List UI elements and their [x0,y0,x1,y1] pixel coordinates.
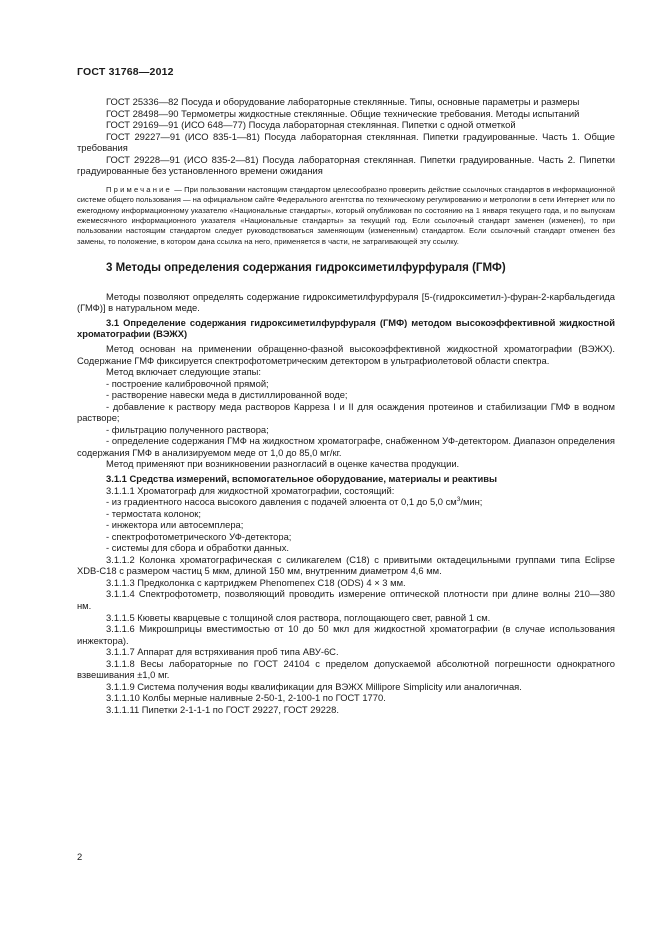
reference-gost-29227: ГОСТ 29227—91 (ИСО 835-1—81) Посуда лабораторная стеклянная. Пипетки градуированные. Часть 1. Общие требования [77,130,615,154]
document-body [77,96,615,716]
subsection-3-1-1-title: 3.1.1 Средства измерений, вспомогательное оборудование, материалы и реактивы [106,473,497,485]
stage-item: - добавление к раствору меда растворов Карреза I и II для осаждения протеинов и стабилизации ГМФ в водном растворе; [77,400,615,424]
chromatograph-component-text: - из градиентного насоса высокого давления с подачей элюента от 0,1 до 5,0 см [106,496,457,508]
stage-item: - фильтрацию полученного раствора; [106,423,269,435]
item-3-1-1-6: 3.1.1.6 Микрошприцы вместимостью от 10 до 50 мкл для жидкостной хроматографии (в случае использования инжектора). [77,623,615,646]
subsection-3-1-title: 3.1 Определение содержания гидроксиметилфурфураля (ГМФ) методом высокоэффективной жидкостной хроматографии (ВЭЖХ) [77,316,615,340]
method-description: Метод основан на применении обращенно-фазной высокоэффективной жидкостной хроматографии (ВЭЖХ). Содержание ГМФ фиксируется спектрофотометрическим детектором в ультрафиолетовой области спектра. [77,343,615,366]
note-text: — При пользовании настоящим стандартом целесообразно проверить действие ссылочных стандартов в информационной системе общего пользования — на официальном сайте Федерального агентства по техническому регулированию и метрологии в сети Интернет или по ежегодному информационному указателю «Национальные стандарты», который опубликован по состоянию на 1 января текущего года, и по выпускам ежемесячного информационного указателя «Национальные стандарты» за текущий год. Если ссылочный стандарт заменен (изменен), то при пользовании настоящим стандартом следует руководствоваться заменяющим (измененным) стандартом. Если ссылочный стандарт отменен без замены, то положение, в котором дана ссылка на него, применяется в части, не затрагивающей эту ссылку. [77,184,615,246]
section-3-title: 3 Методы определения содержания гидроксиметилфурфураля (ГМФ) [106,262,506,275]
item-3-1-1-1: 3.1.1.1 Хроматограф для жидкостной хроматографии, состоящий: [106,484,395,496]
chromatograph-component: - инжектора или автосемплера; [106,519,244,531]
reference-gost-29228: ГОСТ 29228—91 (ИСО 835-2—81) Посуда лабораторная стеклянная. Пипетки градуированные. Часть 2. Пипетки градуированные без установленного времени ожидания [77,153,615,177]
note-label: Примечание [106,184,172,194]
stage-item: - построение калибровочной прямой; [106,377,269,389]
item-3-1-1-11: 3.1.1.11 Пипетки 2-1-1-1 по ГОСТ 29227, ГОСТ 29228. [106,703,339,715]
note-paragraph [77,185,615,247]
chromatograph-component: - термостата колонок; [106,507,201,519]
reference-gost-25336: ГОСТ 25336—82 Посуда и оборудование лабораторные стеклянные. Типы, основные параметры и размеры [106,96,580,107]
chromatograph-component [77,496,615,508]
unit-superscript: 3 [456,495,461,503]
page-number: 2 [77,851,83,862]
item-3-1-1-3: 3.1.1.3 Предколонка с картриджем Phenomenex C18 (ODS) 4 × 3 мм. [106,576,406,588]
chromatograph-component: - системы для сбора и обработки данных. [106,542,289,554]
reference-gost-28498: ГОСТ 28498—90 Термометры жидкостные стеклянные. Общие технические требования. Методы испытаний [106,107,580,119]
item-3-1-1-2: 3.1.1.2 Колонка хроматографическая с силикагелем (С18) с привитыми октадецильными группами типа Eclipse XDB-C18 с размером частиц 5 мкм, длиной 150 мм, внутренним диаметром 4,6 мм. [77,553,615,577]
item-3-1-1-7: 3.1.1.7 Аппарат для встряхивания проб типа АВУ-6С. [106,646,339,658]
item-3-1-1-9: 3.1.1.9 Система получения воды квалификации для ВЭЖХ Millipore Simplicity или аналогичная. [106,680,522,692]
page-header: ГОСТ 31768—2012 [77,66,174,78]
item-3-1-1-4: 3.1.1.4 Спектрофотометр, позволяющий проводить измерение оптической плотности при длине волны 210—380 нм. [77,588,615,612]
unit-tail: /мин; [460,496,483,508]
item-3-1-1-5: 3.1.1.5 Кюветы кварцевые с толщиной слоя раствора, поглощающего свет, равной 1 см. [106,611,491,623]
reference-gost-29169: ГОСТ 29169—91 (ИСО 648—77) Посуда лабораторная стеклянная. Пипетки с одной отметкой [106,119,516,131]
section-3-intro: Методы позволяют определять содержание гидроксиметилфурфураля [5-(гидроксиметил-)-фуран-2-карбальдегида (ГМФ)] в натуральном меде. [77,290,615,314]
item-3-1-1-8: 3.1.1.8 Весы лабораторные по ГОСТ 24104 с пределом допускаемой абсолютной погрешности однократного взвешивания ±1,0 мг. [77,657,615,681]
chromatograph-component: - спектрофотометрического УФ-детектора; [106,530,292,542]
stage-item: - определение содержания ГМФ на жидкостном хроматографе, снабженном УФ-детектором. Диапазон определения содержания ГМФ в анализируемом меде от 1,0 до 85,0 мг/кг. [77,435,615,458]
method-application: Метод применяют при возникновении разногласий в оценке качества продукции. [106,458,460,470]
method-stages-intro: Метод включает следующие этапы: [106,366,261,378]
stage-item: - растворение навески меда в дистиллированной воде; [106,389,348,401]
item-3-1-1-10: 3.1.1.10 Колбы мерные наливные 2-50-1, 2-100-1 по ГОСТ 1770. [106,692,386,704]
